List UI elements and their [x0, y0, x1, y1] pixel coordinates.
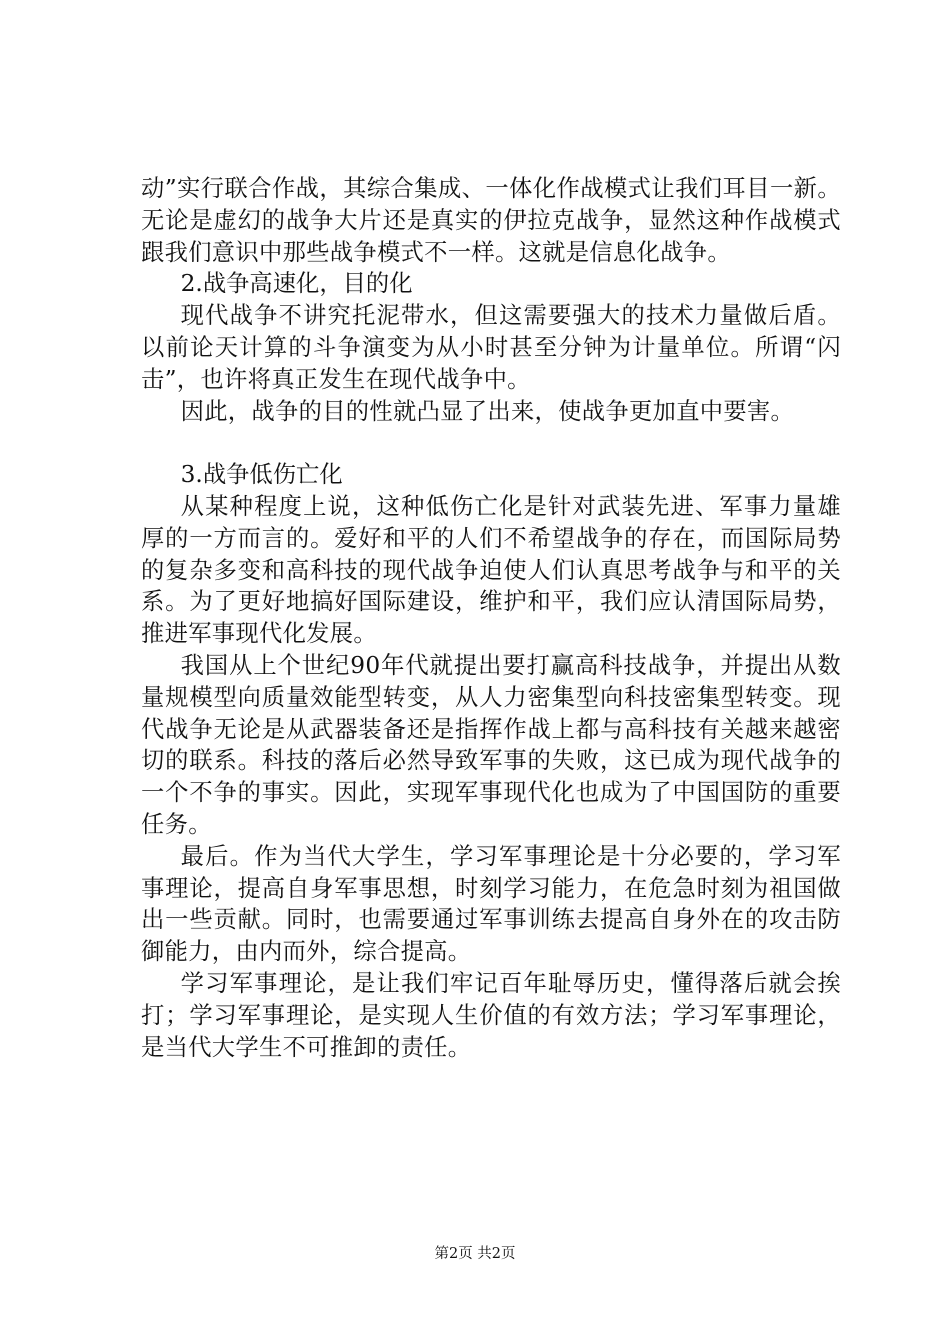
paragraph: 最后。作为当代大学生，学习军事理论是十分必要的，学习军事理论，提高自身军事思想，时刻学习能力，在危急时刻为祖国做出一些贡献。同时，也需要通过军事训练去提高自身外在的攻击防御能力，由内而外，综合提高。	[141, 842, 841, 966]
blank-line	[141, 427, 841, 459]
paragraph: 学习军事理论，是让我们牢记百年耻辱历史，懂得落后就会挨打；学习军事理论，是实现人生价值的有效方法；学习军事理论，是当代大学生不可推卸的责任。	[141, 969, 841, 1061]
section-heading-2: 2.战争高速化，目的化	[180, 270, 413, 298]
paragraph-continued: 动”实行联合作战，其综合集成、一体化作战模式让我们耳目一新。无论是虚幻的战争大片还是真实的伊拉克战争，显然这种作战模式跟我们意识中那些战争模式不一样。这就是信息化战争。	[141, 175, 841, 266]
paragraph: 因此，战争的目的性就凸显了出来，使战争更加直中要害。	[180, 397, 795, 425]
paragraph: 从某种程度上说，这种低伤亡化是针对武装先进、军事力量雄厚的一方而言的。爱好和平的人们不希望战争的存在，而国际局势的复杂多变和高科技的现代战争迫使人们认真思考战争与和平的关系。为了更好地搞好国际建设，维护和平，我们应认清国际局势，推进军事现代化发展。	[141, 492, 841, 648]
section-heading-3: 3.战争低伤亡化	[180, 461, 343, 489]
paragraph: 现代战争不讲究托泥带水，但这需要强大的技术力量做后盾。以前论天计算的斗争演变为从小时甚至分钟为计量单位。所谓“闪击”，也许将真正发生在现代战争中。	[141, 302, 841, 393]
document-body	[141, 173, 841, 1063]
paragraph: 我国从上个世纪90年代就提出要打赢高科技战争，并提出从数量规模型向质量效能型转变，从人力密集型向科技密集型转变。现代战争无论是从武器装备还是指挥作战上都与高科技有关越来越密切的联系。科技的落后必然导致军事的失败，这已成为现代战争的一个不争的事实。因此，实现军事现代化也成为了中国国防的重要任务。	[141, 651, 841, 838]
page-footer: 第2页 共2页	[434, 1246, 516, 1262]
